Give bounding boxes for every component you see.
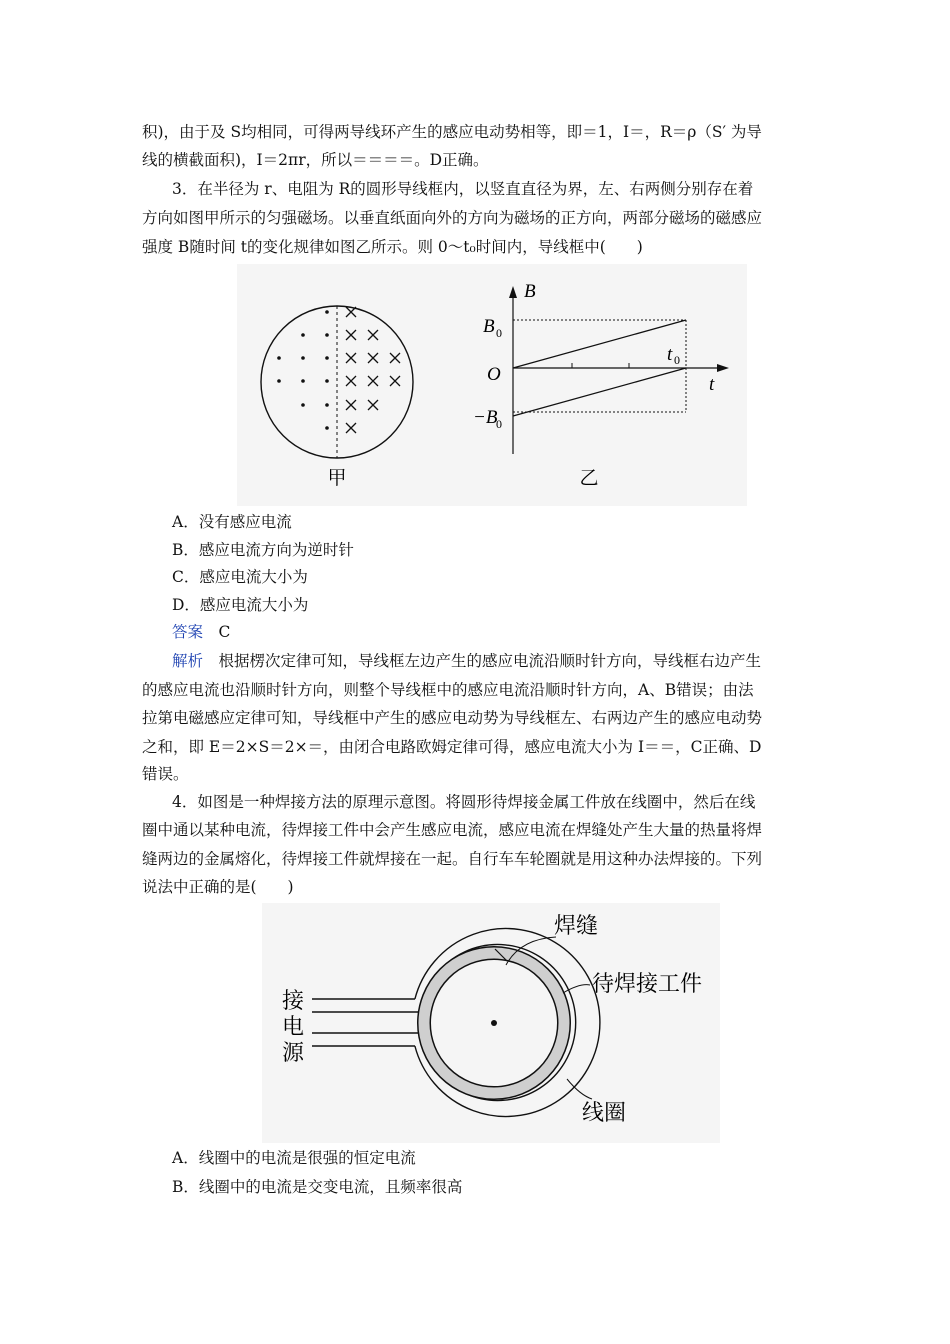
t0-label: t	[667, 344, 673, 365]
continuation-line-2: 线的横截面积)，I＝2πr，所以＝＝＝＝。D正确。	[142, 151, 489, 169]
y-axis-label: B	[524, 281, 536, 302]
origin-label: O	[487, 364, 501, 385]
field-out-dots	[277, 310, 329, 430]
answer-value: C	[218, 623, 231, 641]
neg-b0-subscript: 0	[496, 417, 502, 431]
power-label-1: 接	[282, 988, 305, 1013]
workpiece-label: 待焊接工件	[592, 971, 703, 996]
weld-label: 焊缝	[554, 913, 599, 938]
field-in-crosses	[346, 307, 400, 433]
y-axis-arrow	[509, 286, 517, 298]
series-lower-line	[513, 368, 686, 416]
b0-subscript: 0	[496, 326, 502, 340]
q4-option-a: A．线圈中的电流是很强的恒定电流	[172, 1149, 416, 1167]
q4-stem-line-3: 缝两边的金属熔化，待焊接工件就焊接在一起。自行车车轮圈就是用这种办法焊接的。下列	[142, 850, 763, 868]
graph	[473, 281, 729, 454]
q4-stem-line-2: 圈中通以某种电流，待焊接工件中会产生感应电流，感应电流在焊缝处产生大量的热量将焊	[142, 821, 763, 839]
q3-option-c: C．感应电流大小为	[172, 568, 308, 586]
q3-stem-line-2: 方向如图甲所示的匀强磁场。以垂直纸面向外的方向为磁场的正方向，两部分磁场的磁感应	[142, 209, 763, 227]
fig-label-right: 乙	[579, 468, 599, 489]
q3-analysis-line-1	[172, 650, 761, 672]
q3-option-d: D．感应电流大小为	[172, 596, 309, 614]
q3-stem-line-3: 强度 B随时间 t的变化规律如图乙所示。则 0～t₀时间内，导线框中( )	[142, 238, 643, 256]
q3-analysis-line-2: 的感应电流也沿顺时针方向，则整个导线框中的感应电流沿顺时针方向，A、B错误；由法	[142, 681, 754, 699]
analysis-label: 解析	[172, 652, 204, 670]
answer-label: 答案	[172, 623, 204, 641]
coil-label: 线圈	[582, 1100, 627, 1125]
q4-stem-line-1: 4．如图是一种焊接方法的原理示意图。将圆形待焊接金属工件放在线圈中，然后在线	[172, 793, 756, 811]
b0-label: B	[483, 316, 495, 337]
q4-figure	[262, 903, 720, 1143]
q3-answer	[172, 621, 230, 643]
q3-analysis-line-5: 错误。	[142, 765, 189, 783]
power-label-2: 电	[282, 1014, 305, 1039]
q4-option-b: B．线圈中的电流是交变电流，且频率很高	[172, 1178, 463, 1196]
q4-figure-svg	[262, 903, 720, 1143]
q3-option-b: B．感应电流方向为逆时针	[172, 541, 354, 559]
q3-analysis-line-4: 之和，即 E＝2×S＝2×＝，由闭合电路欧姆定律可得，感应电流大小为 I＝＝，C正确、D	[142, 738, 762, 756]
q3-analysis-line-3: 拉第电磁感应定律可知，导线框中产生的感应电动势为导线框左、右两边产生的感应电动势	[142, 709, 763, 727]
q3-figure	[237, 264, 747, 506]
neg-b0-label: −B	[473, 407, 498, 428]
x-axis-label: t	[709, 374, 715, 395]
series-upper-line	[513, 320, 686, 368]
q3-stem-line-1: 3．在半径为 r、电阻为 R的圆形导线框内，以竖直直径为界，左、右两侧分别存在着	[172, 180, 754, 198]
t0-subscript: 0	[674, 353, 680, 367]
fig-label-left: 甲	[327, 468, 347, 489]
q4-stem-line-4: 说法中正确的是( )	[142, 878, 294, 896]
analysis-text-1: 根据楞次定律可知，导线框左边产生的感应电流沿顺时针方向，导线框右边产生	[218, 652, 762, 670]
q3-figure-svg	[237, 264, 747, 506]
continuation-line-1: 积)，由于及 S均相同，可得两导线环产生的感应电动势相等，即＝1，I＝，R＝ρ（S′ 为导	[142, 123, 762, 141]
x-axis-arrow	[717, 364, 729, 372]
power-label-3: 源	[282, 1040, 305, 1065]
center-point	[491, 1020, 497, 1026]
wire-loop-circle	[261, 306, 413, 458]
q3-option-a: A．没有感应电流	[172, 513, 292, 531]
